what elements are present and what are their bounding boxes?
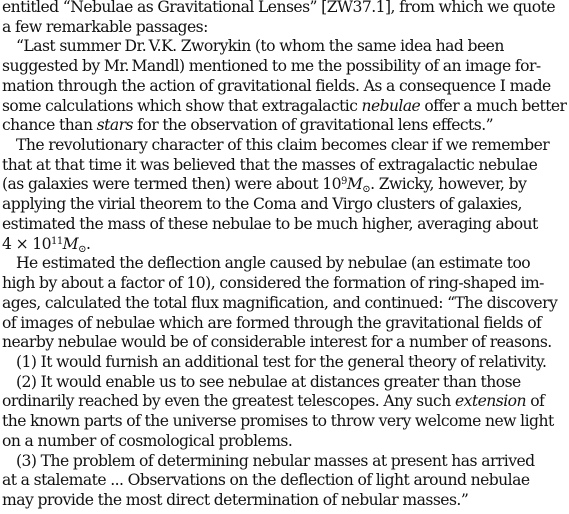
italic-term: stars [96,116,133,135]
text-line-17 [2,313,541,333]
text-run: on a number of cosmological problems. [2,431,293,450]
text-run: some calculations which show that extragalactic [2,96,362,115]
text-run: of [525,392,545,411]
text-line-15 [2,273,544,293]
text-line-20 [16,372,521,392]
text-run: (as galaxies were termed then) were about 10 [2,175,342,194]
text-line-3 [16,36,504,56]
math-symbol: M [346,175,363,194]
text-run: . Zwicky, however, by [370,175,527,194]
text-run: for the observation of gravitational lens effects.” [132,116,494,135]
text-line-1 [2,0,555,17]
text-line-23 [2,431,292,451]
text-run: entitled “Nebulae as Gravitational Lenses” [ZW37.1], from which we quote [2,0,555,16]
text-run: ages, calculated the total flux magnification, and continued: “The discovery [2,293,558,312]
exponent: 9 [341,176,347,188]
text-run: of images of nebulae which are formed through the gravitational fields of [2,313,542,332]
text-run: ordinarily reached by even the greatest telescopes. Any such [2,392,455,411]
italic-term: extension [454,392,526,411]
text-run: that at that time it was believed that the masses of extragalactic nebulae [2,155,538,174]
text-line-2 [2,17,208,37]
text-run: applying the virial theorem to the Coma and Virgo clusters of galaxies, [2,195,522,214]
text-run: (1) It would furnish an additional test for the general theory of relativity. [16,352,547,371]
text-run: The revolutionary character of this claim becomes clear if we remember [16,136,550,155]
text-run: suggested by Mr. Mandl) mentioned to me the possibility of an image for- [2,57,541,76]
text-line-10 [2,174,526,194]
text-run: nearby nebulae would be of considerable interest for a number of reasons. [2,333,552,352]
text-run: (2) It would enable us to see nebulae at distances greater than those [16,372,521,391]
text-line-11 [2,194,522,214]
text-line-19 [16,352,546,372]
text-line-14 [16,253,530,273]
text-run: the known parts of the universe promises to throw very welcome new light [2,412,554,431]
text-run: at a stalemate ... Observations on the deflection of light around nebulae [2,471,530,490]
text-line-18 [2,332,552,352]
text-line-24 [16,451,535,471]
text-line-21 [2,391,544,411]
text-run: chance than [2,116,97,135]
text-line-6 [2,96,566,116]
text-run: He estimated the deflection angle caused by nebulae (an estimate too [16,254,531,273]
exponent: 11 [51,235,63,247]
text-line-13 [2,234,90,254]
text-line-8 [16,135,549,155]
sun-symbol: ⊙ [78,243,86,255]
text-line-12 [2,214,538,234]
text-run: offer a much better [420,96,567,115]
text-run: may provide the most direct determination of nebular masses.” [2,491,469,509]
text-run: high by about a factor of 10), considered the formation of ring-shaped im- [2,274,544,293]
text-line-4 [2,56,541,76]
text-line-22 [2,411,554,431]
text-run: mation through the action of gravitational fields. As a consequence I made [2,76,551,95]
text-line-5 [2,76,551,96]
text-line-25 [2,470,530,490]
text-run: a few remarkable passages: [2,17,208,36]
text-run: 4 × 10 [2,234,52,253]
sun-symbol: ⊙ [362,184,371,196]
math-symbol: M [62,234,79,253]
text-run: . [85,234,91,253]
text-run: estimated the mass of these nebulae to be much higher, averaging about [2,214,538,233]
text-line-26 [2,490,468,510]
text-line-16 [2,293,557,313]
italic-term: nebulae [361,96,421,115]
text-line-7 [2,115,493,135]
text-run: (3) The problem of determining nebular masses at present has arrived [16,451,535,470]
text-run: “Last summer Dr. V.K. Zworykin (to whom the same idea had been [16,37,504,56]
text-line-9 [2,155,537,175]
